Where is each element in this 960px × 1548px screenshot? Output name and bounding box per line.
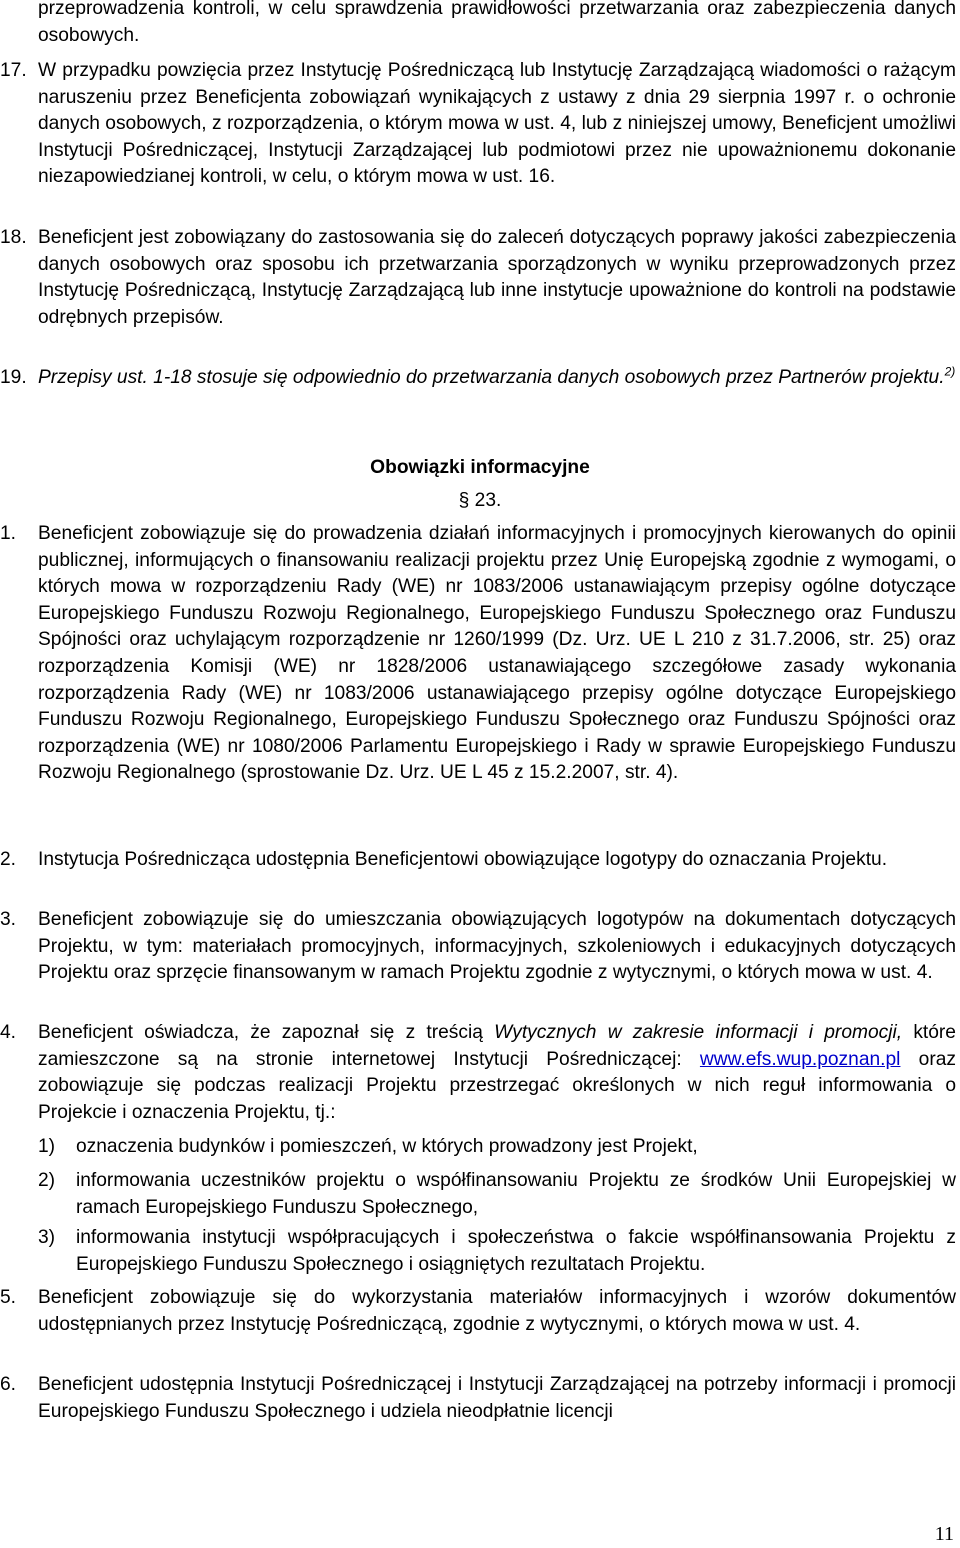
sub-item-text: informowania instytucji współpracujących i społeczeństwa o fakcie współfinansowania Projektu z Europejskiego Funduszu Społecznego i osiągniętych rezultatach Projektu. bbox=[76, 1227, 956, 1275]
item-number: 2. bbox=[0, 849, 17, 870]
item-2 bbox=[0, 847, 956, 874]
section-sign: § 23. bbox=[458, 490, 502, 511]
item-text: Beneficjent oświadcza, że zapoznał się z treścią bbox=[38, 1022, 495, 1043]
paragraph-number: 17. bbox=[0, 60, 27, 81]
item-4 bbox=[0, 1020, 956, 1126]
item-number: 6. bbox=[0, 1374, 17, 1395]
section-heading: Obowiązki informacyjne bbox=[370, 457, 590, 478]
paragraph-text: W przypadku powzięcia przez Instytucję Pośredniczącą lub Instytucję Zarządzającą wiadomości o rażącym naruszeniu przez Beneficjenta zobowiązań wynikających z ustawy z dnia 29 sierpnia 1997 r. o ochronie danych osobowych, z rozporządzenia, o którym mowa w ust. 4, lub z niniejszej umowy, Beneficjent umożliwi Instytucji Pośredniczącej, Instytucji Zarządzającej lub podmiotowi przez nie upoważnionemu dokonanie niezapowiedzianej kontroli, w celu, o którym mowa w ust. 16. bbox=[38, 60, 956, 188]
item-1 bbox=[0, 521, 956, 787]
website-link[interactable]: www.efs.wup.poznan.pl bbox=[699, 1048, 901, 1070]
sub-item-number: 1) bbox=[38, 1136, 56, 1157]
paragraph-text: Przepisy ust. 1-18 stosuje się odpowiednio do przetwarzania danych osobowych przez Partnerów projektu. bbox=[38, 367, 945, 388]
paragraph-number: 18. bbox=[0, 227, 27, 248]
sub-item-text: informowania uczestników projektu o współfinansowaniu Projektu ze środków Unii Europejskiej w ramach Europejskiego Funduszu Społecznego, bbox=[76, 1170, 956, 1218]
sub-item-1 bbox=[38, 1134, 956, 1161]
sub-item-2 bbox=[38, 1168, 956, 1221]
paragraph-text: Beneficjent jest zobowiązany do zastosowania się do zaleceń dotyczących poprawy jakości zabezpieczenia danych osobowych oraz sposobu ich przetwarzania sporządzonych w wyniku przeprowadzonych przez Instytucję Pośredniczącą, Instytucję Zarządzającą lub inne instytucje upoważnione do kontroli na podstawie odrębnych przepisów. bbox=[38, 227, 956, 328]
item-text: oraz zobowiązuje się podczas realizacji Projektu przestrzegać określonych w nich reguł informowania o Projekcie i oznaczenia Projektu, tj.: bbox=[38, 1048, 956, 1123]
sub-item-number: 2) bbox=[38, 1170, 56, 1191]
paragraph-19 bbox=[0, 364, 956, 392]
sub-item-text: oznaczenia budynków i pomieszczeń, w których prowadzony jest Projekt, bbox=[76, 1136, 698, 1157]
item-number: 4. bbox=[0, 1022, 17, 1043]
item-3 bbox=[0, 907, 956, 987]
item-number: 5. bbox=[0, 1287, 17, 1308]
paragraph-18 bbox=[0, 225, 956, 331]
item-5 bbox=[0, 1285, 956, 1338]
item-text: Instytucja Pośrednicząca udostępnia Beneficjentowi obowiązujące logotypy do oznaczania Projektu. bbox=[38, 849, 888, 870]
item-number: 1. bbox=[0, 523, 17, 544]
item-number: 3. bbox=[0, 909, 17, 930]
sub-item-number: 3) bbox=[38, 1227, 56, 1248]
sub-item-3 bbox=[38, 1225, 956, 1278]
item-text: Beneficjent zobowiązuje się do umieszczania obowiązujących logotypów na dokumentach dotyczących Projektu, w tym: materiałach promocyjnych, informacyjnych, szkoleniowych i edukacyjnych dotyczących Projektu oraz sprzęcie finansowanym w ramach Projektu zgodnie z wytycznymi, o których mowa w ust. 4. bbox=[38, 909, 956, 984]
item-text: Beneficjent zobowiązuje się do prowadzenia działań informacyjnych i promocyjnych kierowanych do opinii publicznej, informujących o finansowaniu realizacji projektu przez Unię Europejską zgodnie z wymogami, o których mowa w rozporządzeniu Rady (WE) nr 1083/2006 ustanawiającym przepisy ogólne dotyczące Europejskiego Funduszu Rozwoju Regionalnego, Europejskiego Funduszu Społecznego oraz Funduszu Spójności oraz uchylającym rozporządzenie nr 1260/1999 (Dz. Urz. UE L 210 z 31.7.2006, str. 25) oraz rozporządzenia Komisji (WE) nr 1828/2006 ustanawiającego szczegółowe zasady wykonania rozporządzenia Rady (WE) nr 1083/2006 ustanawiającego przepisy ogólne dotyczące Europejskiego Funduszu Rozwoju Regionalnego, Europejskiego Funduszu Społecznego oraz Funduszu Spójności oraz rozporządzenia (WE) nr 1080/2006 Parlamentu Europejskiego i Rady w sprawie Europejskiego Funduszu Rozwoju Regionalnego (sprostowanie Dz. Urz. UE L 45 z 15.2.2007, str. 4). bbox=[38, 523, 956, 784]
item-text: Beneficjent udostępnia Instytucji Pośredniczącej i Instytucji Zarządzającej na potrzeby informacji i promocji Europejskiego Funduszu Społecznego i udziela nieodpłatnie licencji bbox=[38, 1374, 956, 1422]
paragraph-number: 19. bbox=[0, 367, 27, 388]
paragraph-17 bbox=[0, 58, 956, 191]
item-text: które zamieszczone są na stronie internetowej Instytucji Pośredniczącej: bbox=[38, 1022, 956, 1070]
item-6 bbox=[0, 1372, 956, 1425]
paragraph-16-continuation: przeprowadzenia kontroli, w celu sprawdzenia prawidłowości przetwarzania oraz zabezpieczenia danych osobowych. bbox=[38, 0, 956, 46]
item-text: Beneficjent zobowiązuje się do wykorzystania materiałów informacyjnych i wzorów dokumentów udostępnianych przez Instytucję Pośredniczącą, zgodnie z wytycznymi, o których mowa w ust. 4. bbox=[38, 1287, 956, 1335]
footnote-ref: 2) bbox=[944, 364, 956, 379]
page-number: 11 bbox=[934, 1523, 954, 1545]
item-text-italic: Wytycznych w zakresie informacji i promocji, bbox=[494, 1022, 903, 1043]
